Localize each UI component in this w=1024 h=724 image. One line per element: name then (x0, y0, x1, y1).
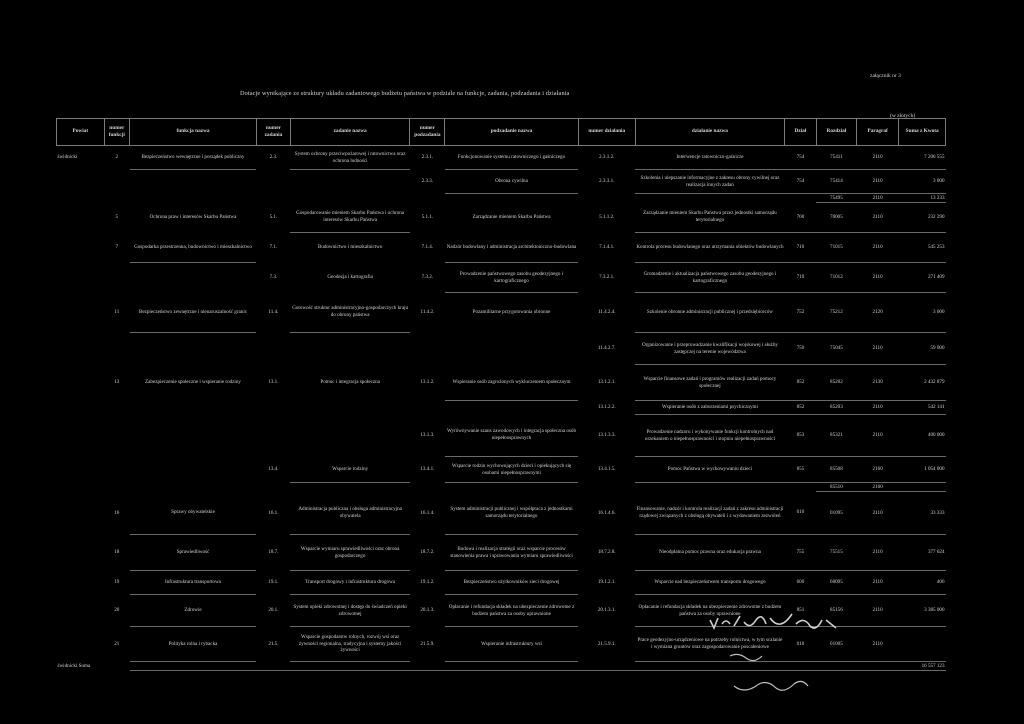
cell-chapter: 01095 (816, 492, 856, 535)
cell-paragraph: 2110 (856, 333, 898, 365)
cell-amount: 545 253 (899, 233, 946, 263)
cell-function-number: 19 (114, 579, 120, 586)
cell-task-name: Wsparcie gospodarstw rolnych, rozwój wsi oraz żywności regionalna, tradycyjna i systemy jakości żywności (290, 627, 410, 662)
cell-section: 754 (785, 170, 817, 194)
cell-action-number: 20.1.3.1. (597, 607, 616, 614)
cell-task-number: 7.1. (269, 244, 278, 251)
column-header: podzadanie nazwa (445, 119, 578, 146)
cell-task-name: Transport drogowy i infrastruktura drogowa (290, 571, 410, 595)
cell-powiat: świdnicki (57, 154, 78, 161)
cell-function-name: Bezpieczeństwo wewnętrzne i porządek publiczny (130, 146, 257, 170)
cell-task-number (256, 401, 290, 415)
table-row (57, 293, 946, 333)
cell-action-name: Pomoc Państwa w wychowywaniu dzieci (635, 457, 784, 483)
cell-function-number (104, 483, 129, 492)
cell-function-number: 2 (115, 154, 119, 161)
cell-subtask-name: Budowa i realizacja strategii oraz wsparcie procesów stanowienia prawa i sprawowania wymiaru sprawiedliwości (445, 535, 578, 571)
column-header: zadanie nazwa (290, 119, 410, 146)
cell-action-name: Opłacanie i refundacja składek na ubezpieczenie zdrowotne z budżetu państwa za osoby uprawnione (635, 595, 784, 627)
cell-amount: 33 333 (899, 492, 946, 535)
cell-subtask-name: Prowadzenie państwowego zasobu geodezyjnego i kartograficznego (445, 263, 578, 293)
table-row (57, 170, 946, 194)
cell-action-number: 13.4.1.5. (597, 466, 616, 473)
cell-action-name: Interwencje ratowniczo-gaśnicze (635, 146, 784, 170)
cell-powiat (57, 483, 105, 492)
cell-subtask-number: 13.4.1. (420, 466, 435, 473)
column-header: numer funkcji (104, 119, 129, 146)
cell-subtask-number (410, 401, 445, 415)
column-header: numer działania (578, 119, 635, 146)
cell-subtask-name: Wspieranie infrastruktury wsi (445, 627, 578, 662)
table-row (57, 333, 946, 365)
cell-action-name: Wsparcie finansowe zadań i programów realizacji zadań pomocy społecznej (635, 365, 784, 401)
cell-function-name: Zabezpieczenie społeczne i wspieranie rodziny (145, 379, 241, 386)
cell-task-name: System opieki zdrowotnej i dostęp do świadczeń opieki zdrowotnej (290, 595, 410, 627)
cell-subtask-number (410, 194, 445, 203)
cell-function-name: Sprawiedliwość (130, 535, 257, 571)
cell-task-name: Wsparcie rodziny (290, 457, 410, 483)
cell-function-name: Bezpieczeństwo zewnętrzne i nienaruszalność granic (130, 293, 257, 333)
cell-powiat (57, 415, 105, 457)
cell-function-number (104, 415, 129, 457)
cell-powiat (57, 170, 105, 194)
cell-task-number (256, 483, 290, 492)
cell-action-name: Gromadzenie i aktualizacja państwowego zasobu geodezyjnego i kartograficznego (635, 263, 784, 293)
cell-chapter: 71012 (816, 263, 856, 293)
cell-function-number: 21 (114, 640, 120, 647)
cell-task-number: 13.4. (268, 466, 279, 473)
cell-task-name (290, 401, 410, 415)
cell-function-number: 20 (114, 607, 120, 614)
cell-action-name (635, 483, 784, 492)
cell-section: 752 (785, 293, 817, 333)
table-row (57, 571, 946, 595)
cell-paragraph: 2110 (856, 535, 898, 571)
table-row (57, 233, 946, 263)
cell-function-name (130, 263, 257, 293)
cell-section: 600 (785, 571, 817, 595)
cell-section: 700 (785, 203, 817, 233)
cell-chapter: 71015 (816, 233, 856, 263)
cell-subtask-name: Wyrównywanie szans zawodowych i integracja społeczna osób niepełnosprawnych (445, 415, 578, 457)
cell-section: 710 (785, 263, 817, 293)
cell-task-name: System ochrony przeciwpożarowej i ratownictwa oraz ochrona ludności (290, 146, 410, 170)
cell-amount: 232 290 (899, 203, 946, 233)
cell-paragraph: 2110 (856, 492, 898, 535)
cell-powiat (57, 401, 105, 415)
cell-amount: 13 233 (899, 194, 946, 203)
cell-action-name: Prace geodezyjno-urządzeniowe na potrzeby rolnictwa, w tym scalanie i wymiana gruntów oraz zagospodarowanie poscaleniowe (635, 627, 784, 662)
signature-stamp (700, 610, 880, 715)
cell-powiat (57, 365, 105, 401)
cell-paragraph: 2130 (856, 365, 898, 401)
cell-chapter: 70005 (816, 203, 856, 233)
table-row (57, 365, 946, 401)
cell-subtask-number (410, 333, 445, 365)
cell-task-number: 13.1. (268, 379, 279, 386)
cell-subtask-number: 13.1.2. (420, 379, 435, 386)
cell-subtask-number: 20.1.3. (420, 607, 435, 614)
column-header: Suma z Kwota (899, 119, 946, 146)
cell-subtask-name (445, 333, 578, 365)
cell-action-name: Szkolenia i ulepszanie informacyjne z zakresu obrony cywilnej oraz realizacja innych zadań (635, 170, 784, 194)
cell-subtask-number: 13.1.3. (420, 432, 435, 439)
cell-subtask-number: 5.1.1. (421, 214, 434, 221)
column-header: Powiat (57, 119, 105, 146)
cell-section: 010 (785, 627, 817, 662)
cell-function-name (130, 457, 257, 483)
cell-function-number (104, 333, 129, 365)
cell-subtask-name: Funkcjonowanie systemu ratowniczego i gaśniczego (445, 146, 578, 170)
cell-amount: 3 000 (899, 293, 946, 333)
cell-task-number (256, 194, 290, 203)
cell-chapter: 75414 (816, 170, 856, 194)
cell-task-name: Budownictwo i mieszkalnictwo (317, 244, 383, 251)
cell-chapter: 75411 (816, 146, 856, 170)
cell-chapter: 75045 (816, 333, 856, 365)
cell-task-name (290, 483, 410, 492)
unit-label: (w złotych) (890, 113, 916, 119)
cell-task-name (290, 333, 410, 365)
cell-section: 754 (785, 146, 817, 170)
cell-amount: 377 624 (899, 535, 946, 571)
cell-section: 852 (785, 365, 817, 401)
cell-subtask-name (445, 194, 578, 203)
cell-subtask-name (445, 483, 578, 492)
cell-task-number: 19.1. (268, 579, 279, 586)
cell-function-name: Ochrona praw i interesów Skarbu Państwa (149, 214, 237, 221)
cell-powiat (57, 263, 105, 293)
cell-action-name: Nieodpłatna pomoc prawna oraz edukacja prawna (635, 535, 784, 571)
cell-paragraph: 2110 (856, 233, 898, 263)
total-amount: 16 557 123 (899, 662, 946, 671)
table-row (57, 194, 946, 203)
cell-subtask-name: Opłacanie i refundacja składek na ubezpieczenie zdrowotne z budżetu państwa za osoby uprawnione (445, 595, 578, 627)
cell-chapter: 85321 (816, 415, 856, 457)
cell-paragraph: 2110 (856, 146, 898, 170)
cell-section: 853 (785, 415, 817, 457)
cell-task-number: 16.1. (268, 509, 279, 516)
cell-subtask-number: 2.3.3. (421, 178, 434, 185)
total-label: świdnicki Suma (57, 662, 91, 669)
cell-paragraph: 2160 (856, 457, 898, 483)
document-title: Dotacje wynikające ze struktury układu zadaniowego budżetu państwa w podziale na funkcje, zadania, podzadania i działania (240, 90, 570, 97)
cell-subtask-number: 7.1.4. (421, 244, 434, 251)
cell-subtask-name: Wspieranie osób zagrożonych wykluczeniem społecznym (445, 365, 578, 401)
cell-powiat (57, 233, 105, 263)
cell-amount (899, 627, 946, 662)
cell-chapter: 85203 (816, 401, 856, 415)
cell-powiat (57, 333, 105, 365)
cell-task-number: 18.7. (268, 549, 279, 556)
cell-paragraph: 2110 (856, 595, 898, 627)
column-header: Dział (785, 119, 817, 146)
cell-subtask-name: System administracji publicznej i współpraca z jednostkami samorządu terytorialnego (445, 492, 578, 535)
cell-task-number: 21.5. (268, 640, 279, 647)
cell-action-number: 11.4.2.4. (597, 309, 616, 316)
cell-powiat (57, 457, 105, 483)
cell-function-number (104, 194, 129, 203)
cell-paragraph: 2110 (856, 401, 898, 415)
cell-amount: 271 409 (899, 263, 946, 293)
cell-action-number: 13.1.2.1. (597, 379, 616, 386)
signature-stroke (730, 654, 762, 660)
cell-action-number: 13.1.3.3. (597, 432, 616, 439)
cell-action-number: 2.3.3.1. (599, 178, 615, 185)
cell-action-number: 2.3.1.2. (599, 154, 615, 161)
cell-task-number: 11.4. (268, 309, 279, 316)
cell-paragraph: 2110 (856, 627, 898, 662)
annex-label: załącznik nr 3 (870, 73, 901, 79)
cell-task-number (256, 170, 290, 194)
cell-amount: 406 (899, 571, 946, 595)
cell-chapter: 75515 (816, 535, 856, 571)
cell-paragraph: 2110 (856, 203, 898, 233)
cell-amount: 2 432 879 (899, 365, 946, 401)
cell-subtask-name: Nadzór budowlany i administracja architektoniczno-budowlana (445, 233, 578, 263)
cell-action-name: Wspieranie osób z zaburzeniami psychicznymi (635, 401, 784, 415)
cell-paragraph: 2110 (856, 194, 898, 203)
cell-subtask-name: Wsparcie rodzin wychowujących dzieci i opiekujących się osobami niepełnosprawnymi (445, 457, 578, 483)
cell-task-name (290, 194, 410, 203)
cell-amount: 7 206 555 (899, 146, 946, 170)
cell-powiat (57, 595, 105, 627)
cell-function-number (104, 170, 129, 194)
cell-task-name: Pomoc i integracja społeczna (320, 379, 380, 386)
cell-action-name: Szkolenie obronne administracji publicznej i przedsiębiorców (635, 293, 784, 333)
cell-subtask-name (445, 401, 578, 415)
cell-function-name (130, 194, 257, 203)
table-row (57, 483, 946, 492)
table-row (57, 492, 946, 535)
cell-action-number: 13.1.2.2. (597, 404, 616, 411)
cell-action-name: Kontrola procesu budowlanego oraz utrzymania obiektów budowlanych (635, 233, 784, 263)
cell-function-number: 5 (115, 214, 119, 221)
cell-amount: 542 141 (899, 401, 946, 415)
cell-powiat (57, 293, 105, 333)
cell-paragraph: 2120 (856, 293, 898, 333)
cell-action-number: 7.1.4.1. (599, 244, 615, 251)
cell-subtask-name: Zarządzanie mieniem Skarbu Państwa (472, 214, 551, 221)
cell-function-number: 16 (114, 509, 120, 516)
cell-section (785, 194, 817, 203)
cell-chapter: 85510 (816, 483, 856, 492)
column-header: numer podzadania (410, 119, 445, 146)
cell-subtask-number: 7.3.2. (421, 274, 434, 281)
cell-subtask-number: 19.1.2. (420, 579, 435, 586)
column-header: Paragraf (856, 119, 898, 146)
cell-task-name: Gospodarowanie mieniem Skarbu Państwa i ochrona interesów Skarbu Państwa (290, 203, 410, 233)
cell-amount: 3 000 (899, 170, 946, 194)
cell-task-number: 5.1. (269, 214, 278, 221)
cell-powiat (57, 571, 105, 595)
cell-function-number (104, 401, 129, 415)
cell-section: 750 (785, 333, 817, 365)
cell-action-name: Finansowanie, nadzór i kontrola realizacji zadań z zakresu administracji rządowej związanych z obsługą obywateli i z wydawaniem zezwoleń (635, 492, 784, 535)
signature-stroke (710, 614, 836, 628)
cell-function-name: Gospodarka przestrzenna, budownictwo i mieszkalnictwo (130, 233, 257, 263)
cell-subtask-number: 16.1.4. (420, 509, 435, 516)
cell-task-name: Wsparcie wymiaru sprawiedliwości oraz obrona gospodarczego (290, 535, 410, 571)
cell-task-number: 2.3. (269, 154, 278, 161)
cell-function-name (130, 333, 257, 365)
cell-action-number: 5.1.1.2. (599, 214, 615, 221)
cell-paragraph: 2110 (856, 263, 898, 293)
cell-function-number (104, 263, 129, 293)
cell-chapter: 01005 (816, 627, 856, 662)
column-header: działanie nazwa (635, 119, 784, 146)
cell-task-number (256, 333, 290, 365)
cell-powiat (57, 492, 105, 535)
cell-task-name (290, 170, 410, 194)
cell-paragraph: 2110 (856, 571, 898, 595)
cell-section: 010 (785, 492, 817, 535)
column-header: numer zadania (256, 119, 290, 146)
cell-amount: 400 000 (899, 415, 946, 457)
budget-table (56, 118, 946, 671)
cell-paragraph: 2110 (856, 415, 898, 457)
cell-task-number: 20.1. (268, 607, 279, 614)
cell-function-name: Zdrowie (130, 595, 257, 627)
cell-powiat (57, 535, 105, 571)
cell-function-name (130, 415, 257, 457)
column-header: funkcja nazwa (130, 119, 257, 146)
cell-task-name: Geodezja i kartografia (327, 274, 373, 281)
cell-powiat (57, 627, 105, 662)
cell-subtask-number: 11.4.2. (420, 309, 435, 316)
cell-paragraph: 2110 (856, 170, 898, 194)
cell-task-number (256, 415, 290, 457)
cell-action-name: Organizowanie i przeprowadzanie kwalifikacji wojskowej i służby zastępczej na terenie województwa (635, 333, 784, 365)
cell-action-number: 19.1.2.1. (597, 579, 616, 586)
cell-function-name: Sprawy obywatelskie (130, 492, 257, 535)
cell-section: 710 (785, 233, 817, 263)
cell-function-number: 7 (115, 244, 119, 251)
cell-powiat (57, 203, 105, 233)
cell-function-number: 11 (114, 309, 120, 316)
cell-subtask-number (410, 483, 445, 492)
cell-function-name: Polityka rolna i rybacka (130, 627, 257, 662)
cell-action-number (578, 194, 635, 203)
cell-section: 852 (785, 401, 817, 415)
cell-action-name: Zarządzanie mieniem Skarbu Państwa przez jednostki samorządu terytorialnego (635, 203, 784, 233)
cell-subtask-name: Bezpieczeństwo użytkowników sieci drogowej (445, 571, 578, 595)
table-row (57, 146, 946, 170)
table-row (57, 263, 946, 293)
cell-paragraph: 2160 (856, 483, 898, 492)
cell-subtask-number: 18.7.2. (420, 549, 435, 556)
cell-function-name: Infrastruktura transportowa (130, 571, 257, 595)
cell-section: 851 (785, 595, 817, 627)
cell-function-name (130, 170, 257, 194)
cell-action-number (578, 483, 635, 492)
cell-subtask-name: Obrona cywilna (445, 170, 578, 194)
cell-section: 855 (785, 457, 817, 483)
column-header: Rozdział (816, 119, 856, 146)
cell-action-number: 18.7.2.8. (597, 549, 616, 556)
cell-task-name (290, 415, 410, 457)
cell-task-name: Gotowość struktur administracyjno-gospodarczych kraju do obrony państwa (290, 293, 410, 333)
table-row (57, 401, 946, 415)
cell-function-name (130, 401, 257, 415)
cell-action-number: 11.4.2.7. (597, 345, 616, 352)
cell-function-number: 18 (114, 549, 120, 556)
cell-action-number: 7.3.2.1. (599, 274, 615, 281)
cell-task-name: Administracja publiczna i obsługa administracyjna obywatela (290, 492, 410, 535)
cell-chapter: 85156 (816, 595, 856, 627)
table-row (57, 535, 946, 571)
cell-action-name: Wsparcie nad bezpieczeństwem transportu drogowego (635, 571, 784, 595)
cell-chapter: 85202 (816, 365, 856, 401)
cell-chapter: 75212 (816, 293, 856, 333)
cell-task-number: 7.3. (269, 274, 278, 281)
cell-chapter: 75495 (816, 194, 856, 203)
table-row (57, 203, 946, 233)
cell-function-number: 13 (114, 379, 120, 386)
cell-action-name (635, 194, 784, 203)
cell-subtask-number: 2.3.1. (421, 154, 434, 161)
cell-chapter: 85508 (816, 457, 856, 483)
cell-amount: 1 054 000 (899, 457, 946, 483)
table-row (57, 457, 946, 483)
cell-action-name: Prowadzenie nadzoru i wykonywanie funkcji kontrolnych nad orzekaniem o niepełnosprawności i stopniu niepełnosprawności (635, 415, 784, 457)
cell-section (785, 483, 817, 492)
cell-function-number (104, 457, 129, 483)
table-header-row (57, 119, 946, 146)
table-row (57, 415, 946, 457)
cell-subtask-name: Pozamilitarne przygotowania obronne (472, 309, 551, 316)
cell-powiat (57, 194, 105, 203)
cell-chapter: 60095 (816, 571, 856, 595)
cell-amount: 3 385 000 (899, 595, 946, 627)
cell-subtask-number: 21.5.9. (420, 640, 435, 647)
cell-amount: 59 000 (899, 333, 946, 365)
cell-action-number: 16.1.4.6. (597, 509, 616, 516)
cell-section: 755 (785, 535, 817, 571)
cell-function-name (130, 483, 257, 492)
cell-action-number: 21.5.9.1. (597, 640, 616, 647)
cell-amount (899, 483, 946, 492)
signature-stroke (734, 681, 808, 690)
